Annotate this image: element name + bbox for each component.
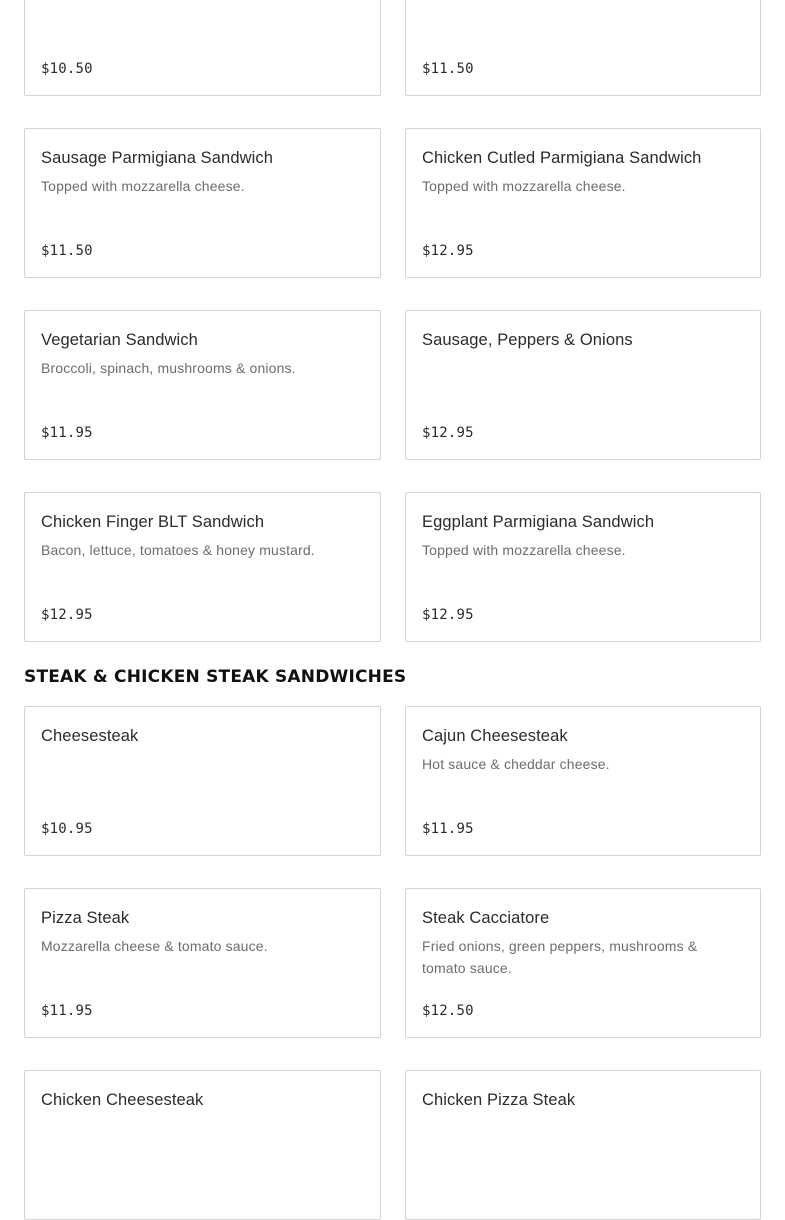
menu-item-name: Sausage, Peppers & Onions [422, 331, 633, 349]
menu-item-name: Vegetarian Sandwich [41, 331, 198, 349]
menu-item-name: Cajun Cheesesteak [422, 727, 568, 745]
menu-item-price: $11.95 [41, 1003, 93, 1019]
menu-item-price: $12.95 [422, 425, 474, 441]
menu-item-price: $11.95 [422, 821, 474, 837]
menu-item-card[interactable] [405, 888, 761, 1038]
menu-item-name: Chicken Cutled Parmigiana Sandwich [422, 149, 702, 167]
menu-item-name: Chicken Finger BLT Sandwich [41, 513, 265, 531]
menu-item-description: Topped with mozzarella cheese. [422, 542, 626, 558]
menu-item-name: Steak Cacciatore [422, 909, 550, 927]
menu-item-name: Eggplant Parmigiana Sandwich [422, 513, 655, 531]
menu-item-name: Chicken Pizza Steak [422, 1091, 576, 1109]
menu-item-price: $10.50 [41, 61, 93, 77]
menu-item-card[interactable] [24, 888, 381, 1038]
menu-item-name: Pizza Steak [41, 909, 130, 927]
menu-item-card[interactable] [405, 310, 761, 460]
menu-item-price: $10.95 [41, 821, 93, 837]
menu-item-card[interactable] [405, 492, 761, 642]
menu-item-name: Cheesesteak [41, 727, 139, 745]
menu-item-description: Mozzarella cheese & tomato sauce. [41, 938, 268, 954]
menu-item-price: $12.50 [422, 1003, 474, 1019]
menu-item-description: Fried onions, green peppers, mushrooms & tomato sauce. [422, 938, 698, 976]
menu-grid-steak [24, 706, 761, 1220]
menu-item-name: Sausage Parmigiana Sandwich [41, 149, 274, 167]
section-title: STEAK & CHICKEN STEAK SANDWICHES [24, 667, 407, 687]
menu-item-price: $12.95 [41, 607, 93, 623]
menu-item-card[interactable] [24, 310, 381, 460]
menu-grid-sandwiches [24, 0, 761, 642]
menu-item-card[interactable] [405, 706, 761, 856]
menu-item-card[interactable] [24, 706, 381, 856]
menu-item-card[interactable] [24, 492, 381, 642]
menu-item-description: Broccoli, spinach, mushrooms & onions. [41, 360, 296, 376]
menu-item-card[interactable] [405, 1070, 761, 1220]
menu-item-description: Topped with mozzarella cheese. [41, 178, 245, 194]
menu-item-price: $12.95 [422, 243, 474, 259]
menu-item-price: $12.95 [422, 607, 474, 623]
menu-item-description: Bacon, lettuce, tomatoes & honey mustard. [41, 542, 315, 558]
menu-item-card[interactable] [405, 128, 761, 278]
menu-item-card[interactable] [24, 128, 381, 278]
menu-item-price: $11.50 [41, 243, 93, 259]
menu-item-price: $11.50 [422, 61, 474, 77]
menu-item-price: $11.95 [41, 425, 93, 441]
menu-item-card[interactable] [24, 0, 381, 96]
menu-item-description: Hot sauce & cheddar cheese. [422, 756, 610, 772]
menu-item-card[interactable] [405, 0, 761, 96]
menu-item-description: Topped with mozzarella cheese. [422, 178, 626, 194]
menu-item-name: Chicken Cheesesteak [41, 1091, 204, 1109]
menu-item-card[interactable] [24, 1070, 381, 1220]
